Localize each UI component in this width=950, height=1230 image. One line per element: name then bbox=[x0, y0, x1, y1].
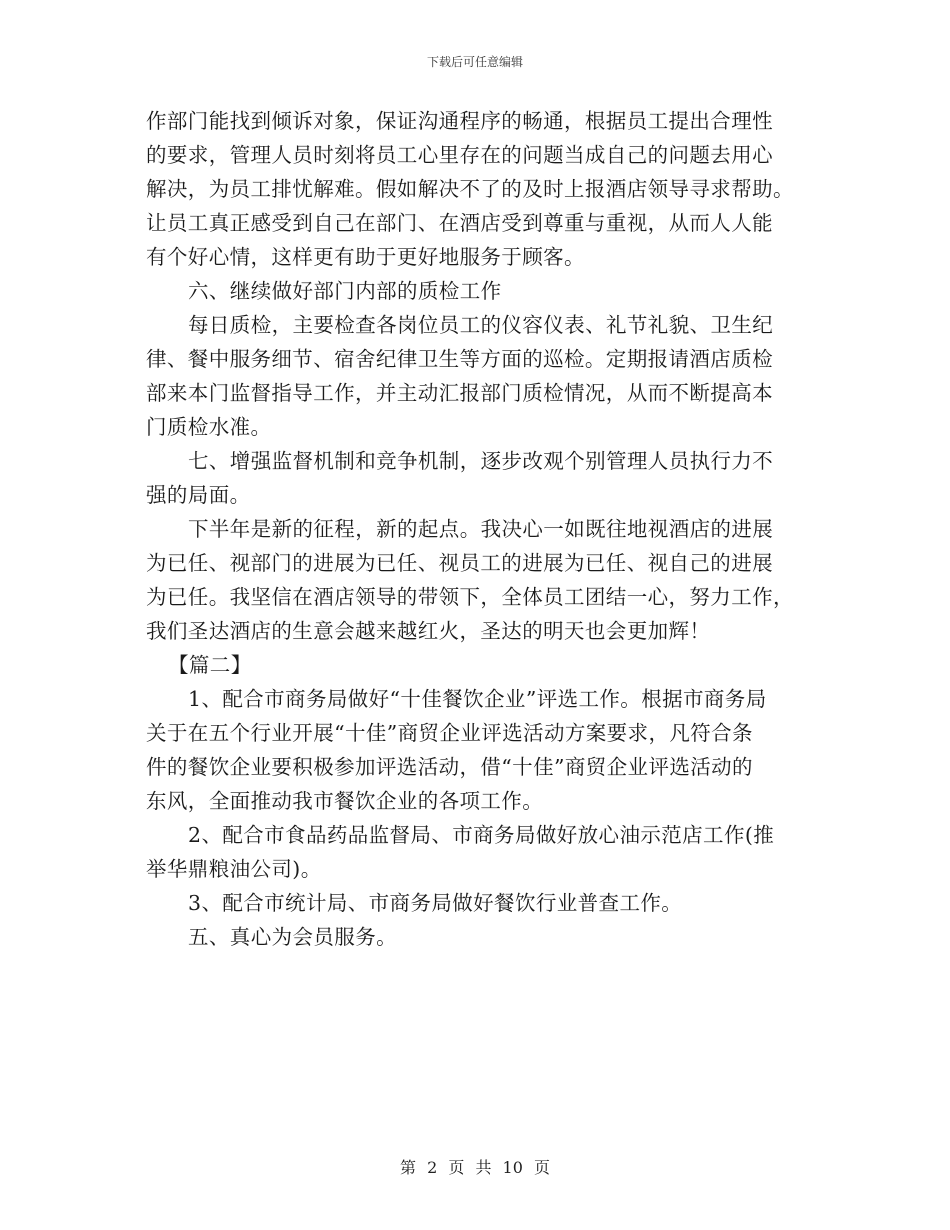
page-footer: 第 2 页 共 10 页 bbox=[400, 1158, 550, 1177]
text-line: 东风，全面推动我市餐饮企业的各项工作。 bbox=[146, 789, 544, 813]
text-line: 下半年是新的征程，新的起点。我决心一如既往地视酒店的进展 bbox=[188, 517, 774, 541]
text-line: 1、配合市商务局做好“十佳餐饮企业”评选工作。根据市商务局 bbox=[188, 687, 767, 711]
page-header: 下载后可任意编辑 bbox=[426, 55, 523, 69]
text-line: 2、配合市食品药品监督局、市商务局做好放心油示范店工作(推 bbox=[188, 823, 775, 847]
text-line: 我们圣达酒店的生意会越来越红火，圣达的明天也会更加辉！ bbox=[146, 619, 711, 643]
text-line: 解决，为员工排忧解难。假如解决不了的及时上报酒店领导寻求帮助。 bbox=[146, 177, 794, 201]
text-line: 每日质检，主要检查各岗位员工的仪容仪表、礼节礼貌、卫生纪 bbox=[188, 313, 774, 337]
text-line: 强的局面。 bbox=[146, 483, 251, 507]
text-line: 为已任。我坚信在酒店领导的带领下，全体员工团结一心，努力工作， bbox=[146, 585, 794, 609]
text-line: 让员工真正感受到自己在部门、在酒店受到尊重与重视，从而人人能 bbox=[146, 211, 773, 235]
text-line: 件的餐饮企业要积极参加评选活动，借“十佳”商贸企业评选活动的 bbox=[146, 755, 753, 779]
text-line: 部来本门监督指导工作，并主动汇报部门质检情况，从而不断提高本 bbox=[146, 381, 773, 405]
text-line: 举华鼎粮油公司)。 bbox=[146, 857, 322, 881]
document-body bbox=[146, 104, 816, 954]
text-line: 七、增强监督机制和竞争机制，逐步改观个别管理人员执行力不 bbox=[188, 449, 774, 473]
text-line: 律、餐中服务细节、宿舍纪律卫生等方面的巡检。定期报请酒店质检 bbox=[146, 347, 773, 371]
text-line: 关于在五个行业开展“十佳”商贸企业评选活动方案要求，凡符合条 bbox=[146, 721, 753, 745]
text-line: 作部门能找到倾诉对象，保证沟通程序的畅通，根据员工提出合理性 bbox=[146, 109, 773, 133]
text-line: 【篇二】 bbox=[168, 653, 252, 677]
text-line: 门质检水准。 bbox=[146, 415, 272, 439]
text-line: 为已任、视部门的进展为已任、视员工的进展为已任、视自己的进展 bbox=[146, 551, 773, 575]
text-line: 的要求，管理人员时刻将员工心里存在的问题当成自己的问题去用心 bbox=[146, 143, 773, 167]
text-line: 3、配合市统计局、市商务局做好餐饮行业普查工作。 bbox=[188, 891, 683, 915]
text-line: 五、真心为会员服务。 bbox=[188, 925, 397, 949]
text-line: 六、继续做好部门内部的质检工作 bbox=[188, 279, 502, 303]
text-line: 有个好心情，这样更有助于更好地服务于顾客。 bbox=[146, 245, 585, 269]
